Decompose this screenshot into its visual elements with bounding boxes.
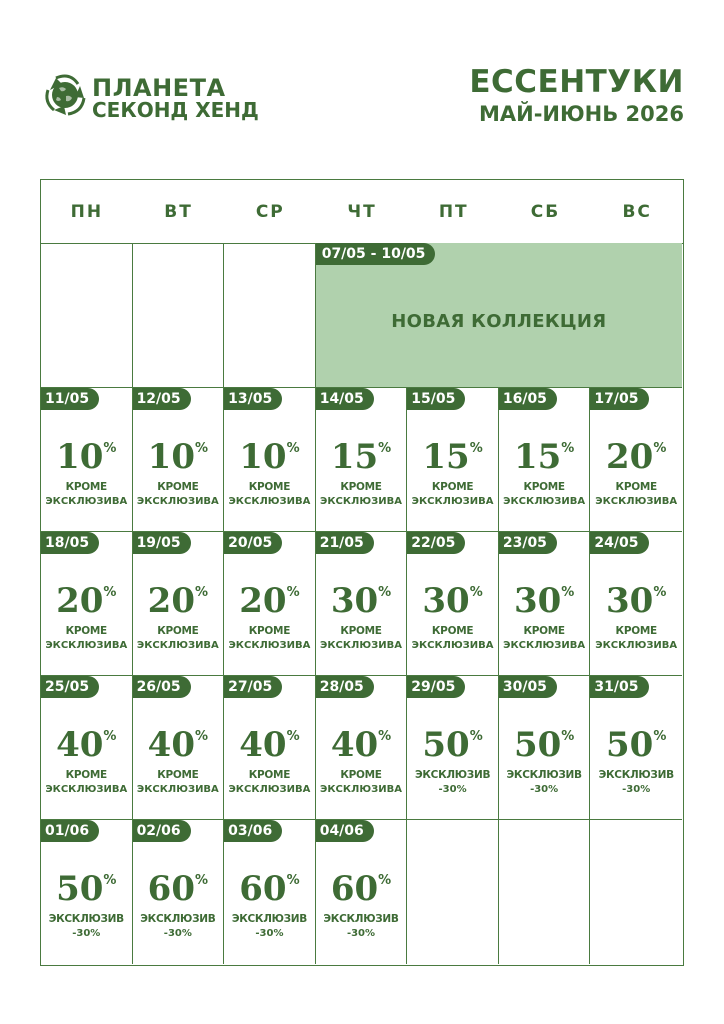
discount-value [590, 581, 682, 621]
discount-value [224, 437, 315, 477]
percent-sign: % [103, 441, 117, 456]
brand-name-line1: ПЛАНЕТА [92, 74, 226, 102]
discount-value [590, 725, 682, 765]
discount-number: 15 [422, 437, 470, 477]
discount-calendar [40, 179, 684, 966]
discount-condition-detail: ЭКСКЛЮЗИВА [320, 784, 402, 795]
discount-condition-detail: -30% [530, 784, 559, 795]
weekday-fri: ПТ [438, 201, 469, 222]
percent-sign: % [653, 585, 667, 600]
weekday-header [41, 180, 683, 244]
discount-value [499, 437, 590, 477]
day-cell [41, 676, 133, 820]
discount-value [407, 437, 498, 477]
discount-value [316, 437, 407, 477]
discount-value [316, 869, 407, 909]
discount-value [41, 869, 132, 909]
calendar-grid [41, 243, 682, 964]
discount-condition: ЭКСКЛЮЗИВ [598, 769, 674, 781]
discount-number: 20 [606, 437, 654, 477]
discount-number: 30 [422, 581, 470, 621]
day-cell [224, 532, 316, 676]
weekday-thu: ЧТ [347, 201, 377, 222]
discount-condition: КРОМЕ [340, 625, 382, 637]
percent-sign: % [469, 585, 483, 600]
date-tab: 12/05 [133, 388, 191, 410]
date-tab: 01/06 [41, 820, 99, 842]
discount-condition: КРОМЕ [248, 625, 291, 637]
discount-number: 50 [606, 725, 654, 765]
percent-sign: % [653, 441, 667, 456]
day-cell [590, 532, 682, 676]
discount-number: 60 [330, 869, 379, 909]
day-cell [41, 820, 133, 964]
discount-condition: КРОМЕ [431, 625, 474, 637]
discount-condition-detail: ЭКСКЛЮЗИВА [411, 496, 494, 507]
date-tab: 24/05 [590, 532, 648, 554]
date-tab: 20/05 [224, 532, 282, 554]
discount-condition: КРОМЕ [340, 481, 382, 493]
discount-condition: КРОМЕ [65, 481, 107, 493]
day-cell [41, 532, 133, 676]
discount-value [224, 581, 315, 621]
percent-sign: % [378, 873, 392, 888]
discount-condition: КРОМЕ [431, 481, 474, 493]
day-cell [316, 388, 408, 532]
weekday-tue: ВТ [164, 201, 193, 222]
discount-condition-detail: ЭКСКЛЮЗИВА [228, 496, 311, 507]
day-cell [133, 820, 225, 964]
day-cell [499, 388, 591, 532]
discount-number: 50 [56, 869, 104, 909]
date-tab: 21/05 [316, 532, 374, 554]
date-tab: 03/06 [224, 820, 282, 842]
discount-number: 30 [513, 581, 562, 621]
promo-title: НОВАЯ КОЛЛЕКЦИЯ [391, 311, 607, 332]
percent-sign: % [378, 585, 392, 600]
discount-value [224, 725, 315, 765]
percent-sign: % [286, 873, 300, 888]
discount-condition-detail: ЭКСКЛЮЗИВА [45, 640, 128, 651]
date-tab: 23/05 [499, 532, 557, 554]
discount-condition-detail: ЭКСКЛЮЗИВА [320, 640, 402, 651]
percent-sign: % [653, 729, 667, 744]
day-cell [499, 676, 591, 820]
date-tab: 19/05 [133, 532, 191, 554]
date-tab: 17/05 [590, 388, 648, 410]
date-tab: 02/06 [133, 820, 191, 842]
discount-value [499, 725, 590, 765]
discount-condition: КРОМЕ [248, 769, 291, 781]
discount-number: 30 [606, 581, 654, 621]
weekday-sat: СБ [530, 201, 561, 222]
date-tab: 11/05 [41, 388, 99, 410]
discount-number: 15 [513, 437, 562, 477]
percent-sign: % [378, 729, 392, 744]
discount-number: 20 [147, 581, 195, 621]
discount-number: 10 [147, 437, 195, 477]
empty-day-cell [41, 243, 133, 388]
discount-condition: ЭКСКЛЮЗИВ [140, 913, 216, 925]
day-cell [499, 532, 591, 676]
discount-number: 50 [422, 725, 470, 765]
discount-number: 40 [330, 725, 379, 765]
date-tab: 22/05 [407, 532, 465, 554]
discount-condition-detail: ЭКСКЛЮЗИВА [45, 784, 128, 795]
day-cell [133, 388, 225, 532]
discount-condition-detail: -30% [438, 784, 467, 795]
discount-condition-detail: ЭКСКЛЮЗИВА [503, 640, 586, 651]
discount-condition: ЭКСКЛЮЗИВ [414, 769, 491, 781]
percent-sign: % [195, 873, 209, 888]
empty-day-cell [133, 243, 225, 388]
date-tab: 18/05 [41, 532, 99, 554]
discount-number: 40 [147, 725, 195, 765]
discount-condition-detail: ЭКСКЛЮЗИВА [136, 640, 219, 651]
new-collection-banner [316, 243, 682, 388]
discount-value [133, 725, 224, 765]
discount-condition-detail: ЭКСКЛЮЗИВА [136, 784, 219, 795]
discount-condition-detail: ЭКСКЛЮЗИВА [595, 640, 678, 651]
discount-condition: КРОМЕ [523, 481, 565, 493]
discount-value [41, 725, 132, 765]
discount-condition: ЭКСКЛЮЗИВ [323, 913, 399, 925]
date-tab: 26/05 [133, 676, 191, 698]
discount-number: 30 [330, 581, 379, 621]
discount-number: 15 [330, 437, 379, 477]
discount-condition: КРОМЕ [523, 625, 565, 637]
discount-value [316, 581, 407, 621]
date-tab: 13/05 [224, 388, 282, 410]
empty-day-cell [407, 820, 499, 964]
discount-value [133, 869, 224, 909]
day-cell [316, 676, 408, 820]
discount-condition-detail: ЭКСКЛЮЗИВА [228, 784, 311, 795]
discount-condition-detail: -30% [346, 928, 376, 939]
discount-condition: КРОМЕ [615, 625, 657, 637]
discount-condition: КРОМЕ [248, 481, 291, 493]
percent-sign: % [286, 585, 300, 600]
date-tab: 25/05 [41, 676, 99, 698]
percent-sign: % [561, 441, 575, 456]
weekday-wed: СР [255, 201, 285, 222]
discount-number: 60 [147, 869, 195, 909]
discount-number: 50 [513, 725, 562, 765]
percent-sign: % [469, 441, 483, 456]
discount-condition-detail: ЭКСКЛЮЗИВА [320, 496, 402, 507]
percent-sign: % [469, 729, 483, 744]
discount-condition-detail: ЭКСКЛЮЗИВА [503, 496, 586, 507]
discount-condition-detail: ЭКСКЛЮЗИВА [595, 496, 678, 507]
date-tab: 04/06 [316, 820, 374, 842]
percent-sign: % [103, 873, 117, 888]
discount-value [41, 437, 132, 477]
discount-condition: ЭКСКЛЮЗИВ [506, 769, 582, 781]
day-cell [224, 388, 316, 532]
discount-condition: КРОМЕ [65, 625, 107, 637]
percent-sign: % [195, 585, 209, 600]
date-tab: 31/05 [590, 676, 648, 698]
brand-logo [42, 72, 259, 122]
promo-date-tab: 07/05 - 10/05 [316, 243, 436, 265]
percent-sign: % [195, 729, 209, 744]
percent-sign: % [286, 441, 300, 456]
discount-number: 40 [56, 725, 104, 765]
discount-value [133, 581, 224, 621]
discount-condition-detail: -30% [72, 928, 101, 939]
day-cell [316, 532, 408, 676]
percent-sign: % [286, 729, 300, 744]
discount-number: 40 [239, 725, 287, 765]
day-cell [407, 388, 499, 532]
percent-sign: % [561, 729, 575, 744]
day-cell [224, 820, 316, 964]
discount-condition: ЭКСКЛЮЗИВ [231, 913, 308, 925]
discount-value [499, 581, 590, 621]
discount-condition: ЭКСКЛЮЗИВ [48, 913, 124, 925]
percent-sign: % [195, 441, 209, 456]
discount-value [224, 869, 315, 909]
discount-number: 10 [239, 437, 287, 477]
period-subtitle: МАЙ-ИЮНЬ 2026 [478, 102, 684, 126]
discount-condition: КРОМЕ [65, 769, 107, 781]
day-cell [407, 676, 499, 820]
discount-number: 20 [239, 581, 287, 621]
date-tab: 27/05 [224, 676, 282, 698]
city-title: ЕССЕНТУКИ [469, 64, 684, 100]
date-tab: 14/05 [316, 388, 374, 410]
brand-name-line2: СЕКОНД ХЕНД [92, 98, 259, 122]
day-cell [133, 532, 225, 676]
discount-condition-detail: ЭКСКЛЮЗИВА [411, 640, 494, 651]
percent-sign: % [561, 585, 575, 600]
day-cell [133, 676, 225, 820]
day-cell [590, 388, 682, 532]
percent-sign: % [103, 585, 117, 600]
discount-value [316, 725, 407, 765]
day-cell [41, 388, 133, 532]
date-tab: 15/05 [407, 388, 465, 410]
discount-condition-detail: -30% [255, 928, 284, 939]
day-cell [224, 676, 316, 820]
discount-condition-detail: ЭКСКЛЮЗИВА [45, 496, 128, 507]
recycle-globe-icon [42, 72, 88, 118]
empty-day-cell [499, 820, 591, 964]
day-cell [590, 676, 682, 820]
discount-value [41, 581, 132, 621]
discount-condition-detail: -30% [163, 928, 192, 939]
discount-condition-detail: ЭКСКЛЮЗИВА [228, 640, 311, 651]
date-tab: 16/05 [499, 388, 557, 410]
date-tab: 29/05 [407, 676, 465, 698]
date-tab: 28/05 [316, 676, 374, 698]
empty-day-cell [590, 820, 682, 964]
discount-condition: КРОМЕ [157, 769, 199, 781]
empty-day-cell [224, 243, 316, 388]
discount-number: 20 [56, 581, 104, 621]
day-cell [316, 820, 408, 964]
percent-sign: % [378, 441, 392, 456]
discount-number: 60 [239, 869, 287, 909]
date-tab: 30/05 [499, 676, 557, 698]
weekday-sun: ВС [622, 201, 652, 222]
discount-condition: КРОМЕ [340, 769, 382, 781]
discount-condition-detail: ЭКСКЛЮЗИВА [136, 496, 219, 507]
percent-sign: % [103, 729, 117, 744]
discount-value [407, 581, 498, 621]
discount-condition: КРОМЕ [157, 625, 199, 637]
discount-condition: КРОМЕ [615, 481, 657, 493]
discount-condition-detail: -30% [622, 784, 651, 795]
discount-value [133, 437, 224, 477]
discount-value [407, 725, 498, 765]
discount-value [590, 437, 682, 477]
discount-condition: КРОМЕ [157, 481, 199, 493]
discount-number: 10 [56, 437, 104, 477]
weekday-mon: ПН [70, 201, 104, 222]
day-cell [407, 532, 499, 676]
